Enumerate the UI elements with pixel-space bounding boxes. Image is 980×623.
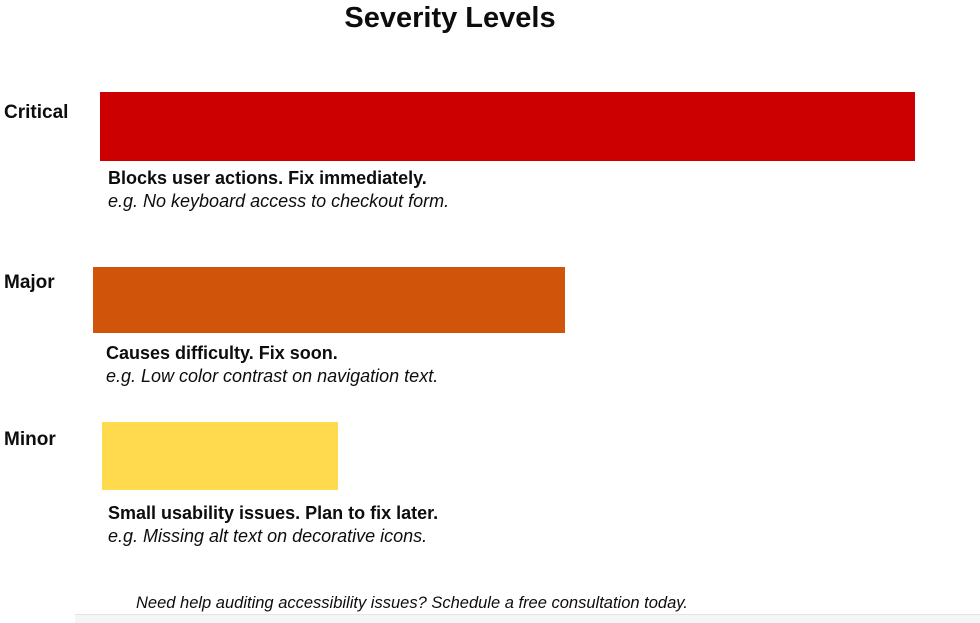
description-text: Small usability issues. Plan to fix later.	[108, 503, 439, 523]
footer-cta-text: Need help auditing accessibility issues? Schedule a free consultation today.	[136, 594, 688, 612]
example-text: e.g. No keyboard access to checkout form.	[108, 191, 450, 211]
description-text: Causes difficulty. Fix soon.	[106, 343, 338, 363]
example-text: e.g. Low color contrast on navigation text.	[106, 366, 439, 386]
chart-title: Severity Levels	[344, 2, 556, 34]
example-text: e.g. Missing alt text on decorative icons.	[108, 526, 428, 546]
description-text: Blocks user actions. Fix immediately.	[108, 168, 427, 188]
bottom-window-edge-strip	[75, 614, 980, 623]
row-label-critical: Critical	[4, 102, 69, 123]
severity-bar-major	[93, 267, 565, 333]
row-description-major	[106, 342, 438, 388]
row-label-minor: Minor	[4, 429, 56, 450]
severity-bar-minor	[102, 422, 338, 490]
row-description-critical	[108, 167, 449, 213]
row-label-major: Major	[4, 272, 55, 293]
row-description-minor	[108, 502, 438, 548]
severity-bar-critical	[100, 92, 915, 161]
